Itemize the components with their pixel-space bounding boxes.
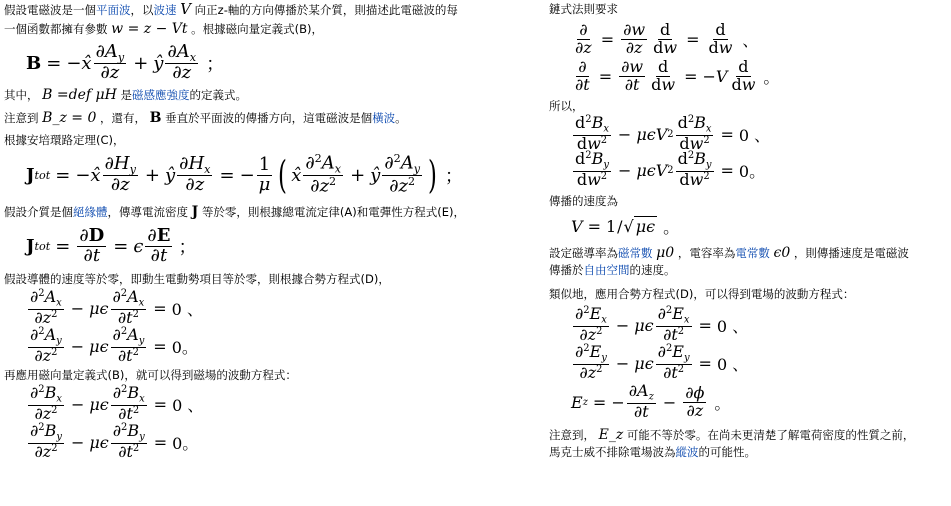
equation-bx-w: $\frac{d^2B_x}{dw^2}$ − μϵV 2 $\frac{d^2B_x}{dw^2}$ = 0 、 <box>575 113 771 154</box>
paragraph-definition: 其中， B =def μH 是磁感應強度的定義式。 <box>4 87 247 103</box>
link-electric-constant[interactable]: 電常數 <box>735 246 770 260</box>
equation-chain-t: $\frac{\partial}{\partial t}$ = $\frac{\partial w}{\partial t}$ $\frac{d}{dw}$ = − V $\frac{d}{dw}$ 。 <box>575 56 780 94</box>
equation-bx-wave: $\frac{\partial^2B_x}{\partial z^2}$ − μϵ $\frac{\partial^2B_x}{\partial t^2}$ = 0 、 <box>30 383 204 424</box>
equation-ax-wave: $\frac{\partial^2A_x}{\partial z^2}$ − μϵ $\frac{\partial^2A_x}{\partial t^2}$ = 0 、 <box>30 287 203 328</box>
paragraph-constants: 設定磁導率為磁常數 μ0 ，電容率為電常數 ϵ0 ，則傳播速度是電磁波 <box>549 245 909 261</box>
paragraph-electric-wave: 類似地，應用合勢方程式(D)，可以得到電場的波動方程式： <box>549 287 855 301</box>
equation-b-vector: B = − x̂ $\frac{\partial A_y}{\partial z}$ + ŷ $\frac{\partial A_x}{\partial z}$ ； <box>26 40 225 84</box>
left-column <box>4 0 544 461</box>
link-magnetic-constant[interactable]: 磁常數 <box>618 246 653 260</box>
paragraph-parameter: 一個函數都擁有參數 w = z − Vt 。根據磁向量定義式(B)， <box>4 21 324 37</box>
paragraph-potential: 假設導體的速度等於零，即動生電動勢項目等於零，則根據合勢方程式(D)， <box>4 272 390 286</box>
link-wave-speed[interactable]: 波速 <box>153 3 177 17</box>
paragraph-ez-note: 注意到， E_z 可能不等於零。在尚未更清楚了解電荷密度的性質之前， <box>549 427 915 443</box>
equation-ey-wave: $\frac{\partial^2E_y}{\partial z^2}$ − μϵ $\frac{\partial^2E_y}{\partial t^2}$ = 0 、 <box>575 342 749 383</box>
link-plane-wave[interactable]: 平面波 <box>96 3 131 17</box>
equation-by-w: $\frac{d^2B_y}{dw^2}$ − μϵV 2 $\frac{d^2B_y}{dw^2}$ = 0。 <box>575 149 766 190</box>
paragraph-transverse: 注意到 B_z = 0 ，還有， B 垂直於平面波的傳播方向，這電磁波是個橫波。 <box>4 110 407 126</box>
right-column <box>549 0 947 459</box>
paragraph-magnetic-wave: 再應用磁向量定義式(B)，就可以得到磁場的波動方程式： <box>4 368 297 382</box>
paragraph-plane-wave: 假設電磁波是一個平面波，以波速 V 向正z-軸的方向傳播於某介質，則描述此電磁波的每 <box>4 0 458 18</box>
link-free-space[interactable]: 自由空間 <box>583 263 630 277</box>
equation-speed: V = 1 / √ μϵ 。 <box>571 216 680 237</box>
equation-ay-wave: $\frac{\partial^2A_y}{\partial z^2}$ − μϵ $\frac{\partial^2A_y}{\partial t^2}$ = 0。 <box>30 325 198 366</box>
equation-by-wave: $\frac{\partial^2B_y}{\partial z^2}$ − μϵ $\frac{\partial^2B_y}{\partial t^2}$ = 0。 <box>30 421 199 462</box>
equation-ex-wave: $\frac{\partial^2E_x}{\partial z^2}$ − μϵ $\frac{\partial^2E_x}{\partial t^2}$ = 0 、 <box>575 304 749 345</box>
paragraph-insulator: 假設介質是個絕緣體，傳導電流密度 J 等於零，則根據總電流定律(A)和電彈性方程式(E)， <box>4 204 466 220</box>
paragraph-longitudinal: 馬克士威不排除電場波為縱波的可能性。 <box>549 445 756 459</box>
equation-ez: E z = − $\frac{\partial A_z}{\partial t}$ − $\frac{\partial\phi}{\partial z}$ 。 <box>571 381 731 422</box>
paragraph-free-space: 傳播於自由空間的速度。 <box>549 263 676 277</box>
equation-displacement: J tot = $\frac{\partial D}{\partial t}$ = ϵ $\frac{\partial E}{\partial t}$ ； <box>26 224 197 266</box>
paragraph-chain-rule: 鏈式法則要求 <box>549 2 618 16</box>
link-transverse-wave[interactable]: 橫波 <box>372 111 396 125</box>
equation-chain-z: $\frac{\partial}{\partial z}$ = $\frac{\partial w}{\partial z}$ $\frac{d}{dw}$ = $\frac{d}{dw}$ 、 <box>575 19 759 57</box>
equation-j-total: J tot = − x̂ $\frac{\partial H_y}{\partial z}$ + ŷ $\frac{\partial H_x}{\partial z}$ = − $\frac{1}{\mu}$ ( x̂ $\frac{\partial^2A_x}{\partial z^2}$ + ŷ $\frac{\partial^2A_y}{\partial z^2}$ ) ； <box>26 152 463 198</box>
link-magnetic-induction[interactable]: 磁感應強度 <box>131 88 190 102</box>
paragraph-therefore: 所以， <box>549 99 584 113</box>
paragraph-speed: 傳播的速度為 <box>549 194 618 208</box>
paragraph-ampere: 根據安培環路定理(C)， <box>4 133 125 147</box>
link-longitudinal-wave[interactable]: 縱波 <box>675 445 699 459</box>
link-insulator[interactable]: 絕緣體 <box>73 205 108 219</box>
